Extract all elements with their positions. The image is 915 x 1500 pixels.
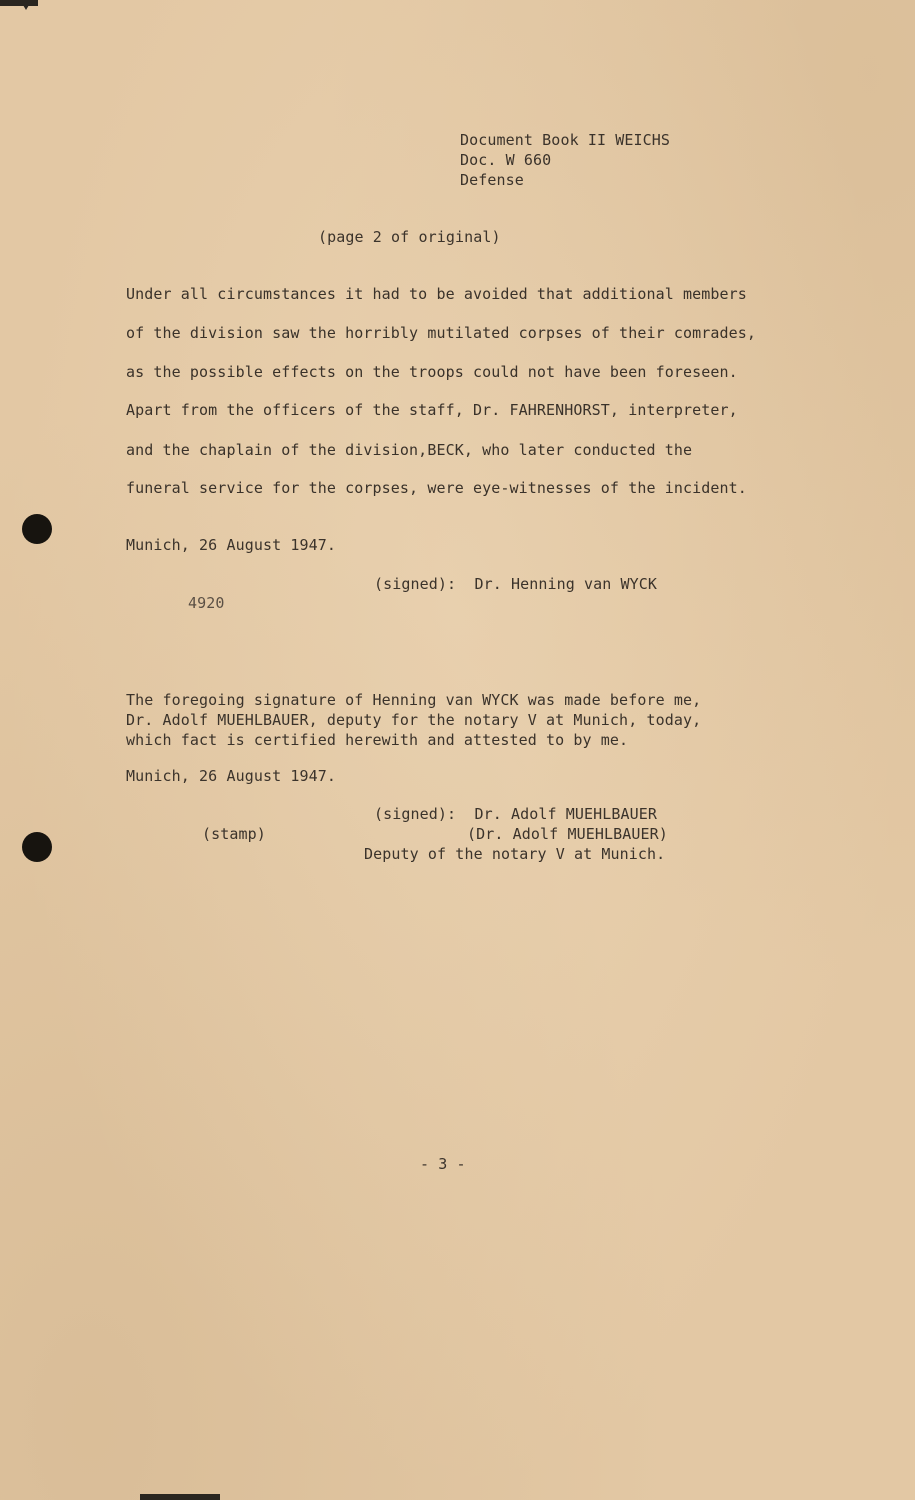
- bottom-edge-mark: [140, 1494, 220, 1500]
- date-line-2: Munich, 26 August 1947.: [126, 767, 337, 785]
- notary-title: Deputy of the notary V at Munich.: [364, 845, 666, 863]
- certification-line: The foregoing signature of Henning van WYCK was made before me,: [126, 691, 702, 709]
- torn-corner: [0, 0, 38, 6]
- punch-hole-bottom: [22, 832, 52, 862]
- document-number-note: 4920: [188, 594, 225, 612]
- stamp-note: (stamp): [202, 825, 266, 843]
- header-doc-number: Doc. W 660: [460, 151, 552, 169]
- certification-line: Dr. Adolf MUEHLBAUER, deputy for the notary V at Munich, today,: [126, 711, 702, 729]
- date-line-1: Munich, 26 August 1947.: [126, 536, 337, 554]
- body-line: as the possible effects on the troops could not have been foreseen.: [126, 363, 738, 381]
- certification-line: which fact is certified herewith and attested to by me.: [126, 731, 629, 749]
- page-of-original: (page 2 of original): [318, 228, 501, 246]
- body-line: Apart from the officers of the staff, Dr. FAHRENHORST, interpreter,: [126, 401, 738, 419]
- body-line: Under all circumstances it had to be avoided that additional members: [126, 285, 747, 303]
- body-line: of the division saw the horribly mutilated corpses of their comrades,: [126, 324, 757, 342]
- header-book: Document Book II WEICHS: [460, 131, 671, 149]
- signature-van-wyck: (signed): Dr. Henning van WYCK: [374, 575, 658, 593]
- body-line: funeral service for the corpses, were eye-witnesses of the incident.: [126, 479, 747, 497]
- header-defense: Defense: [460, 171, 524, 189]
- body-line: and the chaplain of the division,BECK, who later conducted the: [126, 441, 693, 459]
- notary-name: (Dr. Adolf MUEHLBAUER): [467, 825, 668, 843]
- punch-hole-top: [22, 514, 52, 544]
- signature-muehlbauer: (signed): Dr. Adolf MUEHLBAUER: [374, 805, 658, 823]
- page-number: - 3 -: [420, 1155, 466, 1173]
